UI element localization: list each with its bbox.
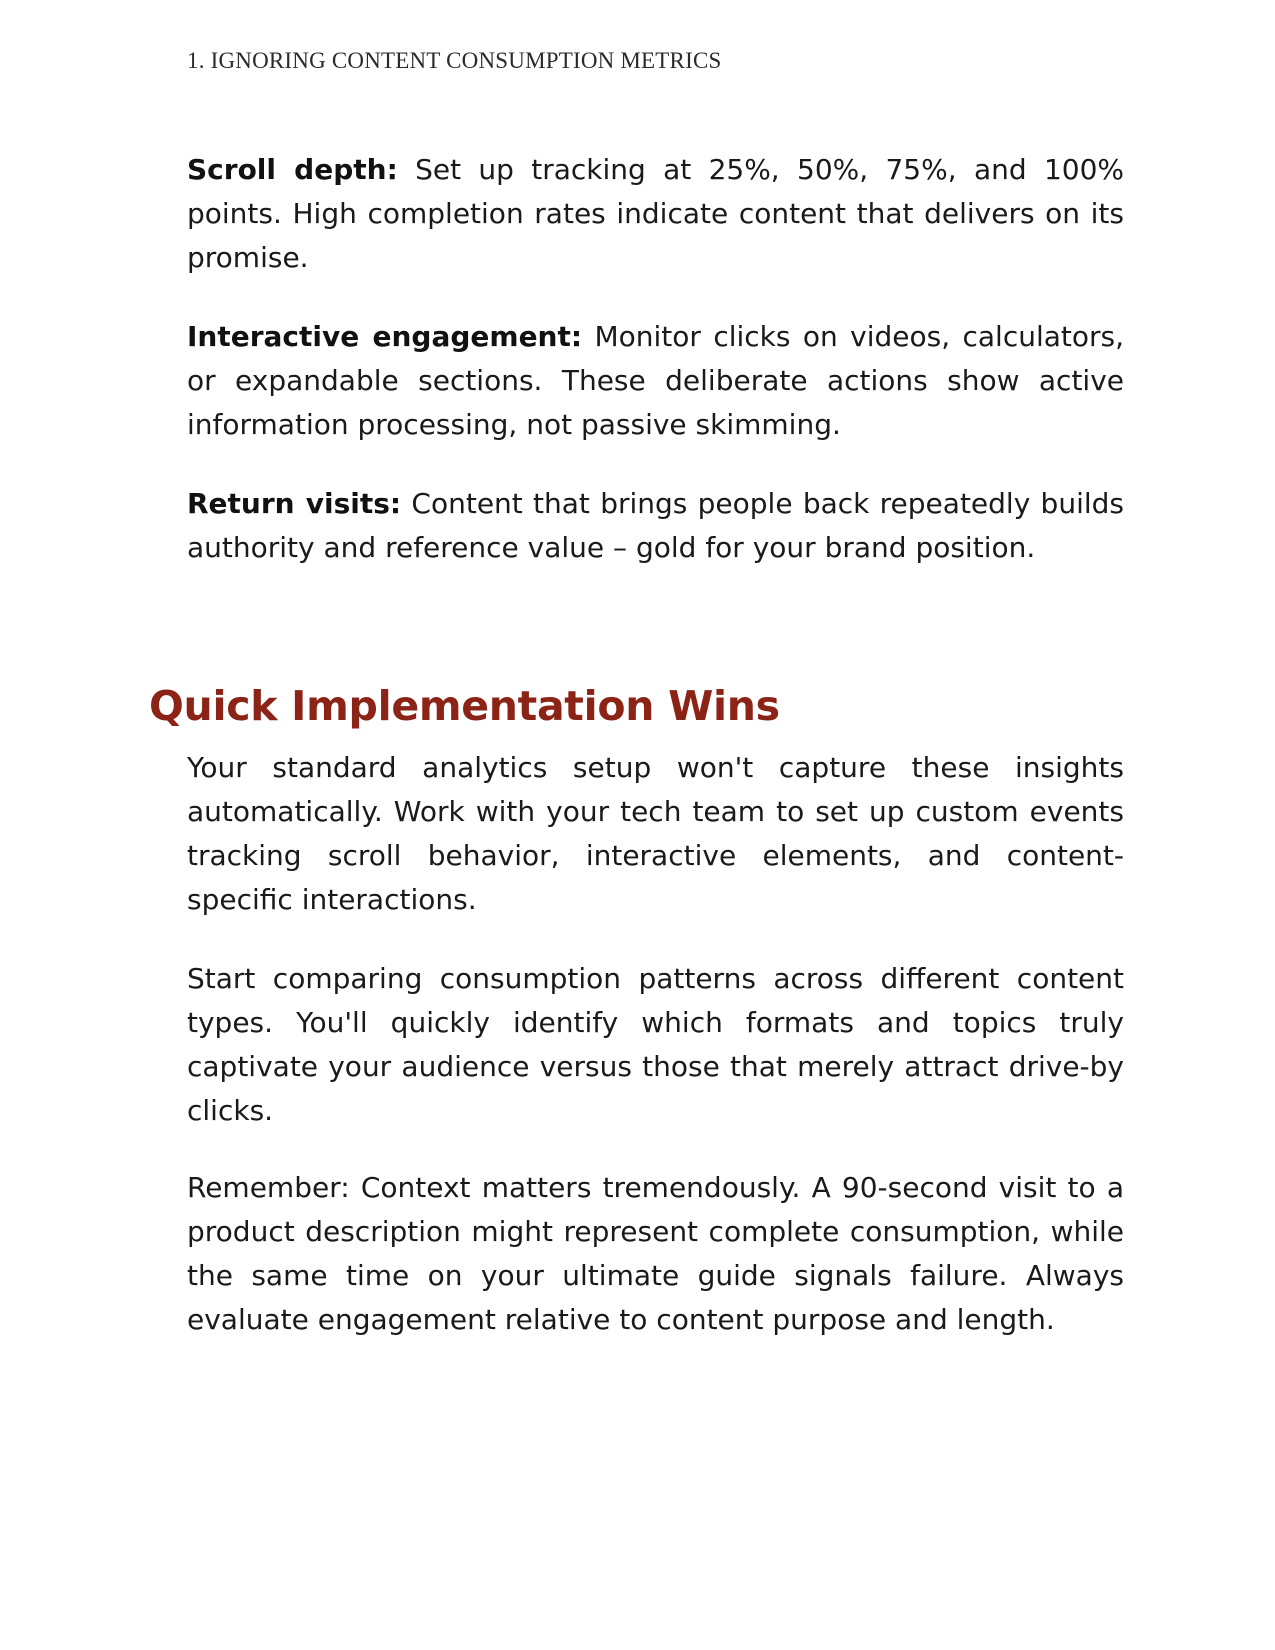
metric-label: Return visits:	[187, 487, 402, 520]
metric-text: Set up tracking at 25%, 50%, 75%, and 100% points. High completion rates indicate content that delivers on its promise.	[187, 153, 1124, 274]
running-header: 1. IGNORING CONTENT CONSUMPTION METRICS	[187, 48, 722, 73]
metric-text: Content that brings people back repeatedly builds authority and reference value – gold for your brand position.	[187, 487, 1124, 564]
body-paragraph: Your standard analytics setup won't capture these insights automatically. Work with your tech team to set up custom events tracking scroll behavior, interactive elements, and content-specific interactions.	[187, 751, 1124, 916]
metric-interactive-engagement	[187, 315, 1124, 447]
metric-label: Scroll depth:	[187, 153, 398, 186]
metric-return-visits	[187, 482, 1124, 570]
section-heading: Quick Implementation Wins	[149, 682, 780, 730]
body-paragraph: Remember: Context matters tremendously. A 90-second visit to a product description might represent complete consumption, while the same time on your ultimate guide signals failure. Always evaluate engagement relative to content purpose and length.	[187, 1171, 1124, 1336]
metric-label: Interactive engagement:	[187, 320, 583, 353]
body-paragraph: Start comparing consumption patterns across different content types. You'll quickly identify which formats and topics truly captivate your audience versus those that merely attract drive-by clicks.	[187, 962, 1124, 1127]
metric-text: Monitor clicks on videos, calculators, or expandable sections. These deliberate actions show active information processing, not passive skimming.	[187, 320, 1125, 441]
metric-scroll-depth	[187, 148, 1124, 280]
